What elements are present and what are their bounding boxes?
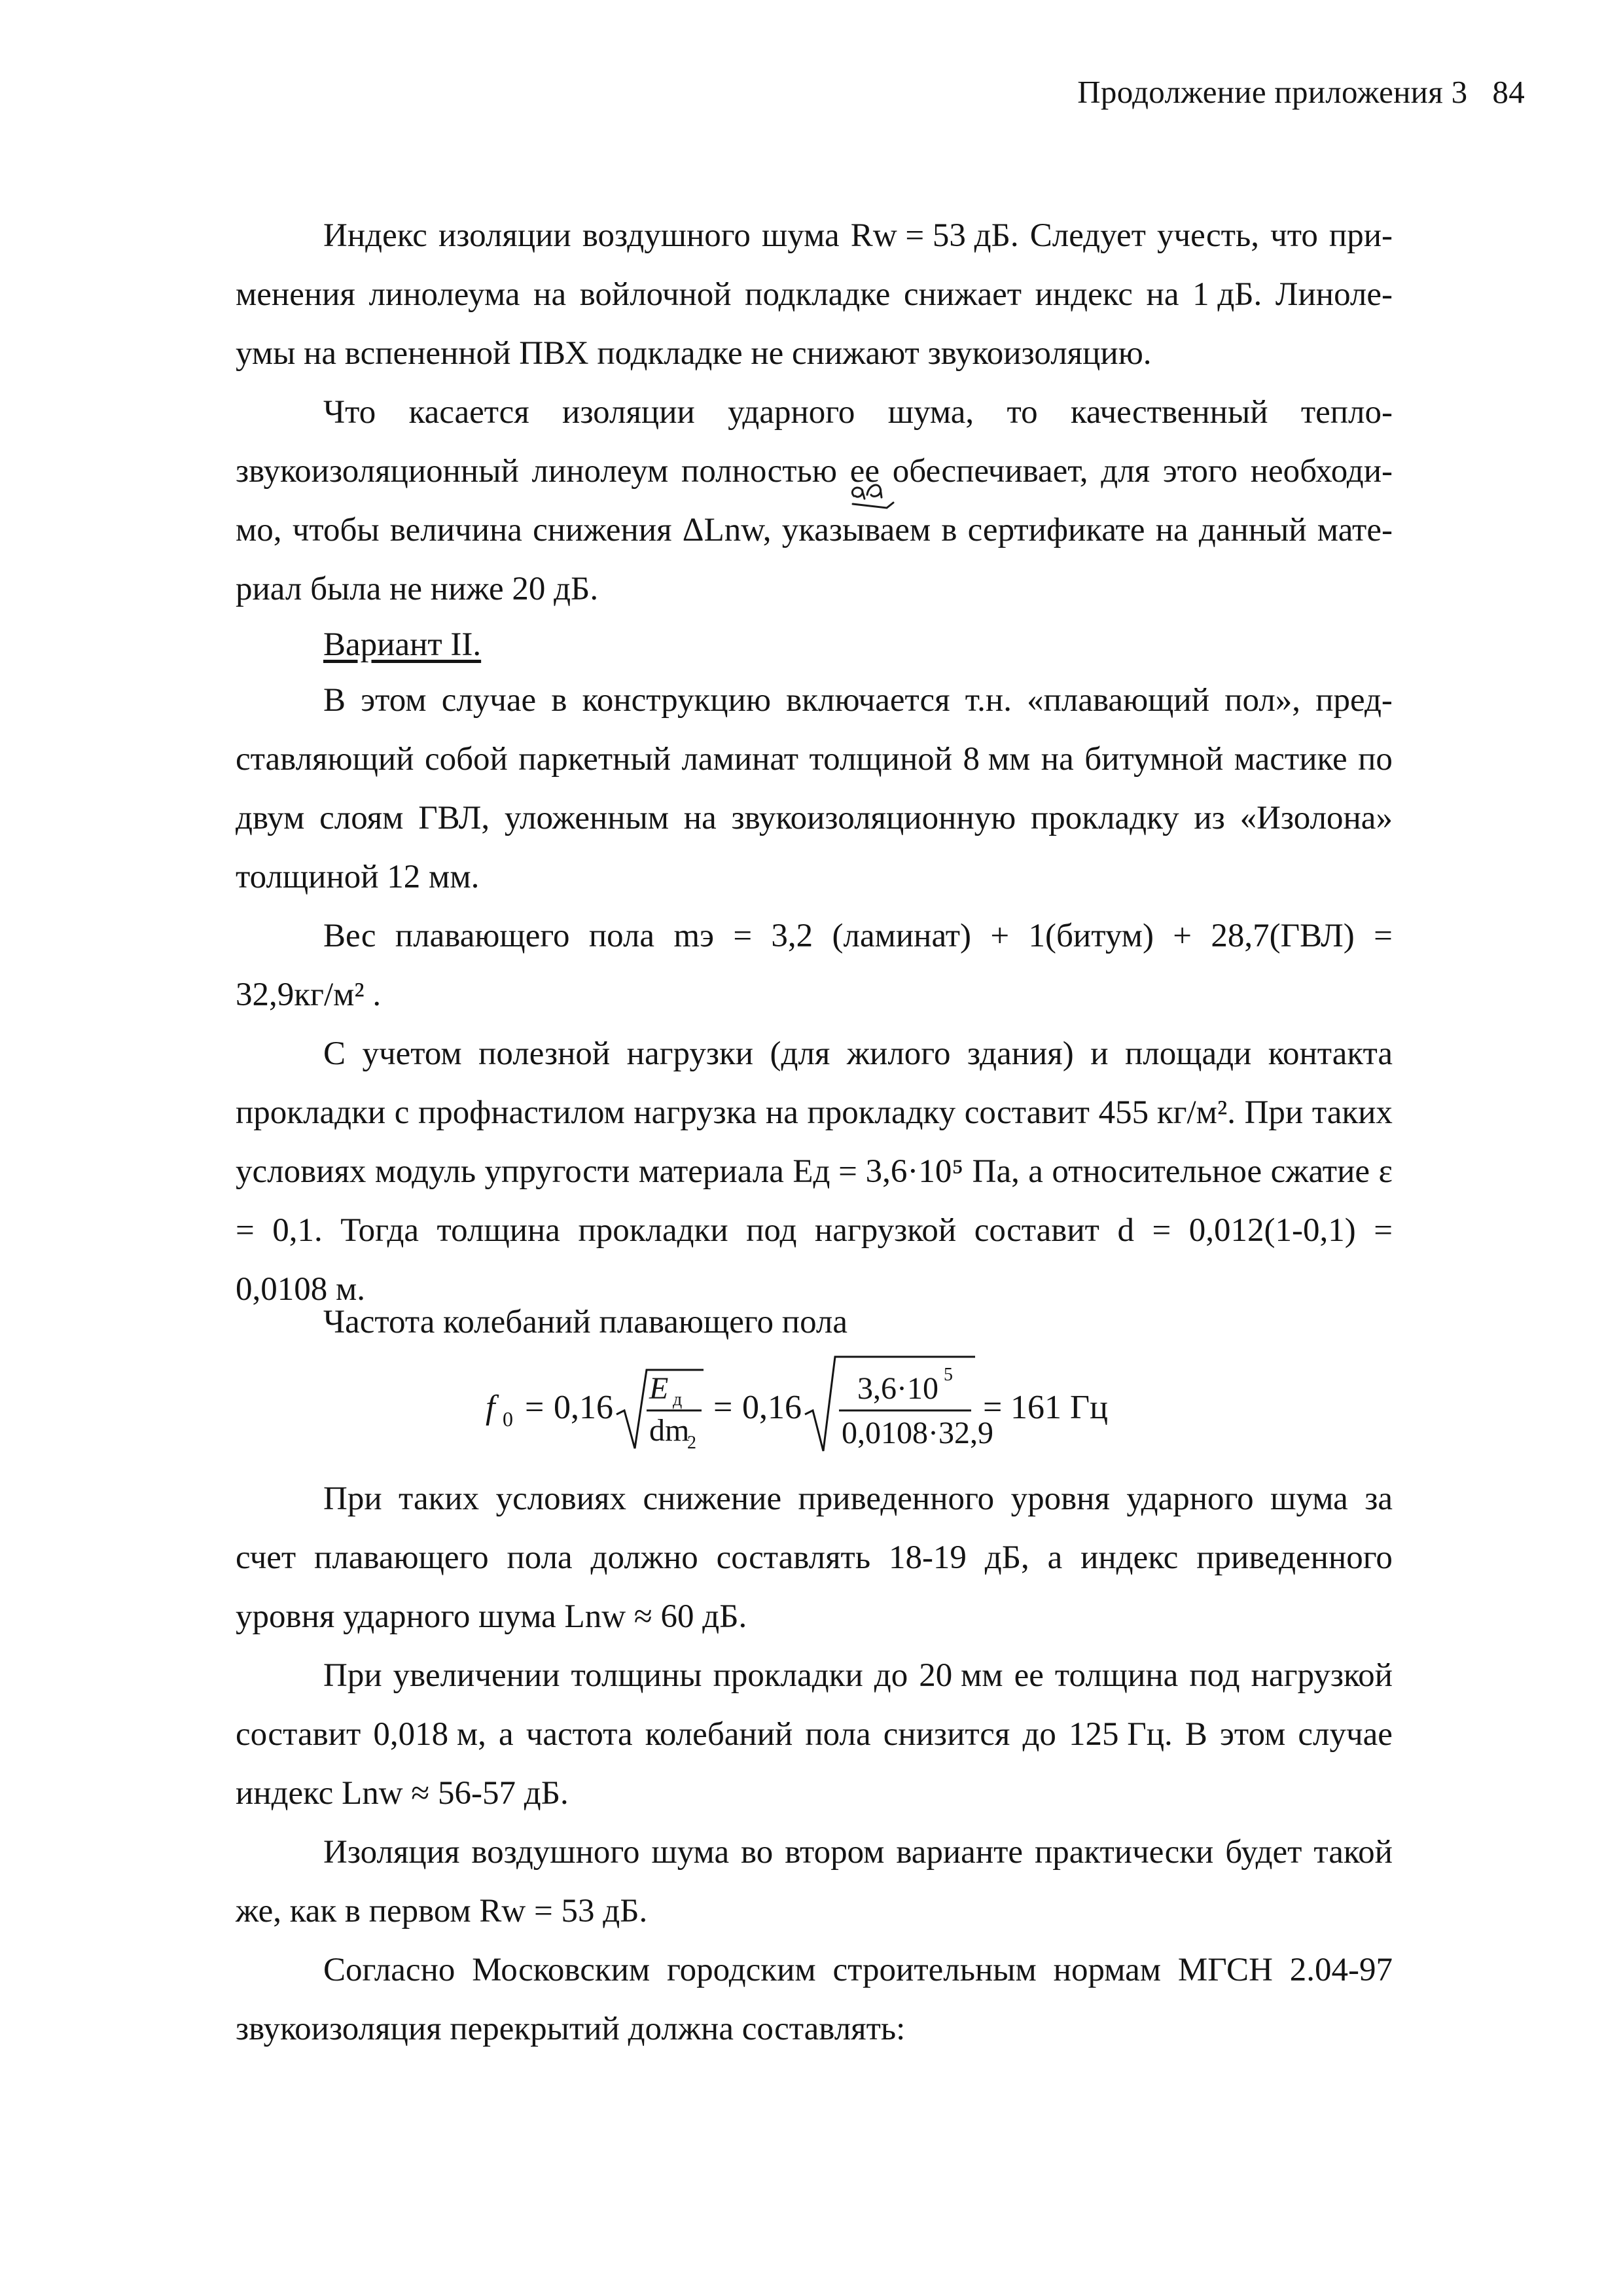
word: сертификате bbox=[967, 512, 1145, 548]
word: МГСН bbox=[1177, 1952, 1273, 1988]
p9-line-2: же, как в первом Rw = 53 дБ. bbox=[236, 1893, 648, 1929]
word: = bbox=[1374, 918, 1393, 954]
word: на bbox=[765, 1094, 798, 1131]
word: ΔLnw, bbox=[682, 512, 772, 548]
word: войлочной bbox=[579, 276, 732, 313]
word: линолеум bbox=[531, 453, 669, 490]
word: а bbox=[1047, 1539, 1063, 1576]
p1-line-1 bbox=[323, 216, 1393, 255]
word: В bbox=[323, 682, 346, 719]
word: изоляции bbox=[438, 217, 571, 254]
word: величина bbox=[389, 512, 522, 548]
p10-line-2: звукоизоляция перекрытий должна составлять: bbox=[236, 2011, 906, 2047]
word: Линоле- bbox=[1275, 276, 1393, 313]
word: 1 дБ. bbox=[1192, 276, 1262, 313]
word: необходи- bbox=[1250, 453, 1393, 490]
word: 20 мм bbox=[919, 1657, 1003, 1694]
word: учесть, bbox=[1156, 217, 1259, 254]
word: относительное bbox=[1052, 1153, 1262, 1190]
word: звукоизоляционный bbox=[236, 453, 519, 490]
word: с bbox=[394, 1094, 410, 1131]
word: С bbox=[323, 1035, 346, 1072]
word: При bbox=[323, 1657, 382, 1694]
word: битумной bbox=[1084, 741, 1224, 778]
formula-eq-2: = bbox=[713, 1389, 733, 1426]
p8-line-2 bbox=[236, 1715, 1393, 1754]
word: конструкцию bbox=[582, 682, 771, 719]
word: снизится bbox=[883, 1716, 1010, 1753]
word: а bbox=[498, 1716, 514, 1753]
p7-line-1 bbox=[323, 1479, 1393, 1518]
header-title: Продолжение приложения 3 bbox=[1077, 74, 1468, 110]
formula-coef-2: 0,16 bbox=[742, 1389, 802, 1426]
word: нагрузкой bbox=[1251, 1657, 1393, 1694]
word: плавающего bbox=[314, 1539, 489, 1576]
word: В bbox=[1185, 1716, 1207, 1753]
word: полезной bbox=[478, 1035, 611, 1072]
word: ее bbox=[1014, 1657, 1044, 1694]
word: толщина bbox=[1054, 1657, 1179, 1694]
page-number: 84 bbox=[1492, 74, 1525, 110]
word: (ламинат) bbox=[832, 918, 972, 954]
p1-line-2 bbox=[236, 275, 1393, 314]
word: Что bbox=[323, 394, 376, 431]
word: уровня bbox=[1010, 1480, 1110, 1517]
word: обеспечивает, bbox=[892, 453, 1088, 490]
p5-line-5: 0,0108 м. bbox=[236, 1271, 366, 1308]
word: «плавающий bbox=[1027, 682, 1210, 719]
p4-line-2: 32,9кг/м² . bbox=[236, 977, 382, 1013]
word: по bbox=[1358, 741, 1393, 778]
word: шума, bbox=[887, 394, 974, 431]
word: и bbox=[1090, 1035, 1109, 1072]
p3-line-2 bbox=[236, 740, 1393, 779]
word: 455 кг/м². bbox=[1098, 1094, 1236, 1131]
word: пола bbox=[588, 918, 655, 954]
word: практически bbox=[1034, 1834, 1214, 1871]
p2-line-4: риал была не ниже 20 дБ. bbox=[236, 571, 599, 607]
word: этом bbox=[1220, 1716, 1286, 1753]
word: прокладки bbox=[713, 1657, 863, 1694]
word: нагрузкой bbox=[814, 1212, 957, 1249]
word: пола bbox=[805, 1716, 871, 1753]
word: Московским bbox=[472, 1952, 651, 1988]
word: = bbox=[1374, 1212, 1393, 1249]
word: на bbox=[1155, 512, 1188, 548]
word: втором bbox=[785, 1834, 885, 1871]
word: на bbox=[533, 276, 567, 313]
word: частота bbox=[526, 1716, 633, 1753]
word: 28,7(ГВЛ) bbox=[1211, 918, 1355, 954]
word: ударного bbox=[728, 394, 855, 431]
word: под bbox=[746, 1212, 797, 1249]
word: толщиной bbox=[809, 741, 953, 778]
page-header bbox=[1077, 73, 1525, 111]
formula-den-1-sub: 2 bbox=[687, 1433, 696, 1453]
p3-line-1 bbox=[323, 681, 1393, 720]
word: площади bbox=[1124, 1035, 1252, 1072]
word: Па, bbox=[972, 1153, 1020, 1190]
word: здания) bbox=[967, 1035, 1074, 1072]
p2-line-3 bbox=[236, 511, 1393, 550]
p5-line-3 bbox=[236, 1152, 1393, 1191]
word: должно bbox=[590, 1539, 698, 1576]
word: 3,2 bbox=[771, 918, 813, 954]
p5-line-2 bbox=[236, 1093, 1393, 1132]
word: «Изолона» bbox=[1240, 800, 1393, 836]
word: до bbox=[874, 1657, 908, 1694]
word: составит bbox=[236, 1716, 361, 1753]
word: чтобы bbox=[292, 512, 380, 548]
word: + bbox=[990, 918, 1010, 954]
p8-line-1 bbox=[323, 1656, 1393, 1695]
word: = bbox=[236, 1212, 255, 1249]
frequency-formula bbox=[478, 1352, 1132, 1469]
word: сжатие bbox=[1270, 1153, 1370, 1190]
formula-num-1-sub: д bbox=[673, 1390, 683, 1410]
word: строительным bbox=[832, 1952, 1037, 1988]
p7-line-3: уровня ударного шума Lnw ≈ 60 дБ. bbox=[236, 1598, 747, 1635]
word: счет bbox=[236, 1539, 296, 1576]
word: шума bbox=[651, 1834, 730, 1871]
word: Согласно bbox=[323, 1952, 455, 1988]
word: уложенным bbox=[504, 800, 669, 836]
word: приведенного bbox=[798, 1480, 995, 1517]
word: (для bbox=[770, 1035, 830, 1072]
word: пола bbox=[507, 1539, 573, 1576]
word: мастике bbox=[1234, 741, 1347, 778]
p5-line-1 bbox=[323, 1034, 1393, 1073]
word: во bbox=[741, 1834, 774, 1871]
word: мате- bbox=[1317, 512, 1393, 548]
p3-line-3 bbox=[236, 798, 1393, 838]
formula-lhs: f bbox=[486, 1389, 495, 1426]
word: звукоизоляционную bbox=[731, 800, 1016, 836]
p2-line-2 bbox=[236, 452, 1393, 491]
word: Rw = 53 дБ. bbox=[850, 217, 1019, 254]
word: материала bbox=[638, 1153, 784, 1190]
word: 18-19 bbox=[888, 1539, 967, 1576]
formula-result: 161 Гц bbox=[1010, 1389, 1108, 1426]
word: толщины bbox=[571, 1657, 702, 1694]
word: Индекс bbox=[323, 217, 427, 254]
word: 1(битум) bbox=[1028, 918, 1154, 954]
word: нагрузки bbox=[626, 1035, 754, 1072]
word: мо, bbox=[236, 512, 282, 548]
word: упругости bbox=[484, 1153, 630, 1190]
word: ударного bbox=[1126, 1480, 1254, 1517]
word: составит bbox=[974, 1212, 1099, 1249]
p8-line-3: индекс Lnw ≈ 56-57 дБ. bbox=[236, 1775, 569, 1812]
word: индекс bbox=[1035, 276, 1133, 313]
word: профнастилом bbox=[418, 1094, 625, 1131]
word: на bbox=[1041, 741, 1074, 778]
formula-num-2-sup: 5 bbox=[944, 1365, 953, 1385]
word: городским bbox=[667, 1952, 816, 1988]
word: указываем bbox=[781, 512, 931, 548]
word: 0,018 м, bbox=[373, 1716, 486, 1753]
formula-lhs-sub: 0 bbox=[503, 1407, 513, 1431]
variant-heading: Вариант II. bbox=[323, 626, 482, 663]
word: 8 мм bbox=[963, 741, 1031, 778]
formula-num-2: 3,6·10 bbox=[857, 1371, 938, 1406]
word: mэ bbox=[673, 918, 714, 954]
word: 125 Гц. bbox=[1069, 1716, 1173, 1753]
word: т.н. bbox=[965, 682, 1012, 719]
p10-line-1 bbox=[323, 1950, 1393, 1990]
word: этом bbox=[361, 682, 427, 719]
formula-den-2: 0,0108·32,9 bbox=[842, 1416, 993, 1450]
word: воздушного bbox=[582, 217, 751, 254]
word: снижает bbox=[904, 276, 1022, 313]
word: включается bbox=[786, 682, 950, 719]
word: ее bbox=[849, 453, 880, 490]
word: 2.04-97 bbox=[1289, 1952, 1393, 1988]
word: собой bbox=[424, 741, 508, 778]
word: 0,1. bbox=[272, 1212, 323, 1249]
word: для bbox=[1101, 453, 1150, 490]
p6-line-1: Частота колебаний плавающего пола bbox=[323, 1304, 848, 1340]
word: в bbox=[941, 512, 957, 548]
word: подкладке bbox=[745, 276, 891, 313]
word: будет bbox=[1225, 1834, 1302, 1871]
word: При bbox=[323, 1480, 382, 1517]
word: данный bbox=[1198, 512, 1307, 548]
word: двум bbox=[236, 800, 305, 836]
formula-coef-1: 0,16 bbox=[554, 1389, 613, 1426]
word: составлять bbox=[716, 1539, 871, 1576]
word: снижения bbox=[533, 512, 672, 548]
word: + bbox=[1173, 918, 1192, 954]
word: за bbox=[1364, 1480, 1393, 1517]
word: плавающего bbox=[395, 918, 570, 954]
handwritten-correction-mark bbox=[847, 476, 900, 516]
word: условиях bbox=[495, 1480, 627, 1517]
p9-line-1 bbox=[323, 1833, 1393, 1872]
word: увеличении bbox=[393, 1657, 560, 1694]
word: пред- bbox=[1315, 682, 1393, 719]
word: воздушного bbox=[471, 1834, 640, 1871]
word: ГВЛ, bbox=[418, 800, 490, 836]
word: случае bbox=[441, 682, 537, 719]
word: случае bbox=[1298, 1716, 1393, 1753]
p3-line-4: толщиной 12 мм. bbox=[236, 859, 480, 895]
word: изоляции bbox=[562, 394, 695, 431]
word: условиях bbox=[236, 1153, 366, 1190]
word: этого bbox=[1162, 453, 1238, 490]
word: такой bbox=[1313, 1834, 1393, 1871]
word: шума bbox=[762, 217, 840, 254]
word: до bbox=[1022, 1716, 1056, 1753]
word: варианте bbox=[896, 1834, 1024, 1871]
word: ε bbox=[1378, 1153, 1393, 1190]
word: прокладку bbox=[1031, 800, 1179, 836]
word: снижение bbox=[643, 1480, 782, 1517]
word: ламинат bbox=[681, 741, 799, 778]
word: толщина bbox=[437, 1212, 560, 1249]
word: то bbox=[1007, 394, 1038, 431]
formula-den-1: dm bbox=[649, 1413, 690, 1448]
word: таких bbox=[399, 1480, 480, 1517]
word: прокладки bbox=[236, 1094, 386, 1131]
p2-line-1 bbox=[323, 393, 1393, 432]
word: а bbox=[1028, 1153, 1043, 1190]
word: полностью bbox=[681, 453, 837, 490]
word: d bbox=[1117, 1212, 1134, 1249]
word: дБ, bbox=[984, 1539, 1029, 1576]
word: на bbox=[1146, 276, 1179, 313]
word: таких bbox=[1311, 1094, 1393, 1131]
word: При bbox=[1244, 1094, 1304, 1131]
word: на bbox=[683, 800, 717, 836]
word: качественный bbox=[1070, 394, 1268, 431]
word: касается bbox=[408, 394, 529, 431]
word: модуль bbox=[374, 1153, 476, 1190]
word: Изоляция bbox=[323, 1834, 460, 1871]
word: Eд = 3,6·10⁵ bbox=[793, 1153, 964, 1190]
word: жилого bbox=[846, 1035, 951, 1072]
word: Следует bbox=[1029, 217, 1146, 254]
word: прокладку bbox=[807, 1094, 956, 1131]
word: = bbox=[1152, 1212, 1171, 1249]
word: прокладки bbox=[578, 1212, 728, 1249]
word: нагрузка bbox=[633, 1094, 757, 1131]
word: линолеума bbox=[368, 276, 520, 313]
formula-num-1: E bbox=[649, 1371, 669, 1406]
word: паркетный bbox=[518, 741, 671, 778]
word: из bbox=[1194, 800, 1225, 836]
p4-line-1 bbox=[323, 916, 1393, 956]
word: 0,012(1-0,1) bbox=[1188, 1212, 1356, 1249]
word: тепло- bbox=[1300, 394, 1393, 431]
p5-line-4 bbox=[236, 1211, 1393, 1250]
p1-line-3: умы на вспененной ПВХ подкладке не снижают звукоизоляцию. bbox=[236, 335, 1152, 372]
formula-eq-3: = bbox=[983, 1389, 1003, 1426]
formula-svg bbox=[478, 1352, 1132, 1469]
word: колебаний bbox=[645, 1716, 793, 1753]
word: контакта bbox=[1268, 1035, 1393, 1072]
word: ставляющий bbox=[236, 741, 414, 778]
word: что bbox=[1270, 217, 1318, 254]
word: шума bbox=[1270, 1480, 1348, 1517]
word: под bbox=[1189, 1657, 1240, 1694]
word: составит bbox=[964, 1094, 1090, 1131]
word: нормам bbox=[1053, 1952, 1162, 1988]
word: = bbox=[733, 918, 753, 954]
word: при- bbox=[1329, 217, 1393, 254]
word: слоям bbox=[319, 800, 404, 836]
word: учетом bbox=[362, 1035, 462, 1072]
word: приведенного bbox=[1196, 1539, 1393, 1576]
p7-line-2 bbox=[236, 1538, 1393, 1577]
word: Вес bbox=[323, 918, 376, 954]
word: пол», bbox=[1224, 682, 1301, 719]
word: в bbox=[551, 682, 567, 719]
word: Тогда bbox=[340, 1212, 419, 1249]
word: менения bbox=[236, 276, 355, 313]
formula-eq-1: = bbox=[525, 1389, 544, 1426]
word: индекс bbox=[1080, 1539, 1179, 1576]
